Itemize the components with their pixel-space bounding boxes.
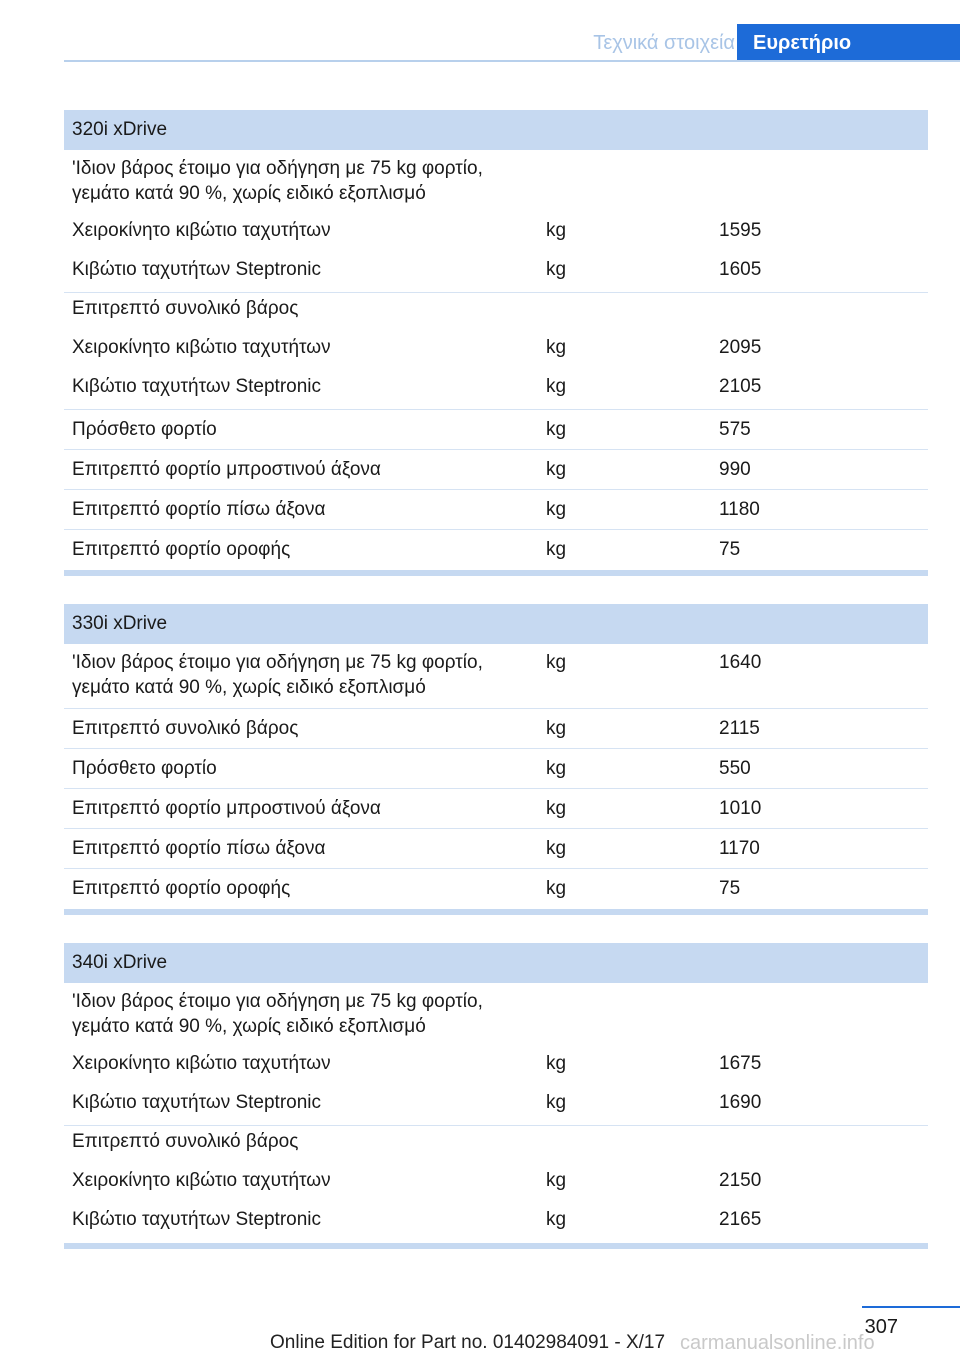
- row-value: 2150: [719, 1170, 762, 1191]
- row-unit: kg: [546, 718, 567, 739]
- row-unit: kg: [546, 1170, 567, 1191]
- weights-table-320i: [64, 110, 928, 576]
- header-section-link[interactable]: Τεχνικά στοιχεία: [593, 32, 735, 54]
- row-unit: kg: [546, 499, 567, 520]
- table-row: [64, 869, 928, 909]
- footer-divider: [862, 1306, 960, 1308]
- row-unit: kg: [546, 376, 567, 397]
- row-label: Κιβώτιο ταχυτήτων Steptronic: [72, 376, 322, 397]
- weights-table-340i: [64, 943, 928, 1249]
- row-value: 550: [719, 758, 751, 779]
- row-value: 2115: [719, 718, 760, 739]
- table-row: [64, 530, 928, 570]
- row-value: 1180: [719, 499, 760, 520]
- row-value: 75: [719, 878, 741, 899]
- table-row: [64, 150, 928, 215]
- row-label: Χειροκίνητο κιβώτιο ταχυτήτων: [72, 1170, 331, 1191]
- row-value: 1675: [719, 1053, 762, 1074]
- row-unit: kg: [546, 1053, 567, 1074]
- table-end-bar: [64, 1243, 928, 1249]
- row-value: 575: [719, 419, 751, 440]
- table-row: [64, 1204, 928, 1243]
- row-label: Επιτρεπτό φορτίο οροφής: [72, 878, 291, 899]
- row-label: Χειροκίνητο κιβώτιο ταχυτήτων: [72, 337, 331, 358]
- row-label: Επιτρεπτό φορτίο οροφής: [72, 539, 291, 560]
- table-row: [64, 709, 928, 749]
- row-label: 'Ιδιον βάρος έτοιμο για οδήγηση με 75 kg φορτίο, γεμάτο κατά 90 %, χωρίς ειδικό εξοπλισμό: [72, 991, 483, 1037]
- header-index-tab[interactable]: Ευρετήριο: [737, 24, 960, 62]
- edition-note: Online Edition for Part no. 01402984091 - X/17: [270, 1332, 666, 1353]
- row-label: Χειροκίνητο κιβώτιο ταχυτήτων: [72, 220, 331, 241]
- page-number: 307: [864, 1316, 898, 1338]
- table-row: [64, 829, 928, 869]
- row-label: Επιτρεπτό φορτίο μπροστινού άξονα: [72, 798, 381, 819]
- row-value: 75: [719, 539, 741, 560]
- row-label: Επιτρεπτό συνολικό βάρος: [72, 718, 299, 739]
- row-value: 2105: [719, 376, 762, 397]
- row-unit: kg: [546, 798, 567, 819]
- row-label: Κιβώτιο ταχυτήτων Steptronic: [72, 1209, 322, 1230]
- row-value: 2095: [719, 337, 762, 358]
- table-row: [64, 371, 928, 410]
- row-value: 1010: [719, 798, 762, 819]
- row-label: Πρόσθετο φορτίο: [72, 758, 217, 779]
- table-row: [64, 490, 928, 530]
- row-value: 1690: [719, 1092, 762, 1113]
- table-title: 330i xDrive: [64, 604, 928, 644]
- row-value: 1605: [719, 259, 762, 280]
- table-row: [64, 1165, 928, 1204]
- row-label: Κιβώτιο ταχυτήτων Steptronic: [72, 259, 322, 280]
- row-unit: kg: [546, 220, 567, 241]
- table-row: [64, 254, 928, 293]
- table-title: 340i xDrive: [64, 943, 928, 983]
- table-row: [64, 450, 928, 490]
- row-value: 1595: [719, 220, 762, 241]
- row-value: 1170: [719, 838, 760, 859]
- weights-table-330i: [64, 604, 928, 915]
- table-row: [64, 1087, 928, 1126]
- table-row: [64, 293, 928, 332]
- table-row: [64, 1126, 928, 1165]
- table-row: [64, 1048, 928, 1087]
- table-end-bar: [64, 570, 928, 576]
- row-unit: kg: [546, 337, 567, 358]
- row-unit: kg: [546, 878, 567, 899]
- row-unit: kg: [546, 758, 567, 779]
- table-end-bar: [64, 909, 928, 915]
- header-divider: [64, 60, 960, 62]
- watermark: carmanualsonline.info: [680, 1332, 875, 1354]
- row-label: Πρόσθετο φορτίο: [72, 419, 217, 440]
- row-label: Επιτρεπτό συνολικό βάρος: [72, 298, 299, 319]
- row-unit: kg: [546, 1209, 567, 1230]
- row-label: Επιτρεπτό φορτίο πίσω άξονα: [72, 499, 326, 520]
- row-value: 2165: [719, 1209, 762, 1230]
- table-row: [64, 215, 928, 254]
- table-row: [64, 644, 928, 709]
- row-label: Επιτρεπτό συνολικό βάρος: [72, 1131, 299, 1152]
- row-label: Κιβώτιο ταχυτήτων Steptronic: [72, 1092, 322, 1113]
- row-value: 990: [719, 459, 751, 480]
- table-row: [64, 983, 928, 1048]
- row-label: 'Ιδιον βάρος έτοιμο για οδήγηση με 75 kg φορτίο, γεμάτο κατά 90 %, χωρίς ειδικό εξοπλισμό: [72, 652, 483, 698]
- row-label: Επιτρεπτό φορτίο μπροστινού άξονα: [72, 459, 381, 480]
- row-unit: kg: [546, 459, 567, 480]
- row-value: 1640: [719, 652, 762, 673]
- table-row: [64, 410, 928, 450]
- row-label: Επιτρεπτό φορτίο πίσω άξονα: [72, 838, 326, 859]
- row-unit: kg: [546, 259, 567, 280]
- table-row: [64, 749, 928, 789]
- table-title: 320i xDrive: [64, 110, 928, 150]
- row-unit: kg: [546, 419, 567, 440]
- row-label: Χειροκίνητο κιβώτιο ταχυτήτων: [72, 1053, 331, 1074]
- table-row: [64, 789, 928, 829]
- table-row: [64, 332, 928, 371]
- row-label: 'Ιδιον βάρος έτοιμο για οδήγηση με 75 kg φορτίο, γεμάτο κατά 90 %, χωρίς ειδικό εξοπλισμό: [72, 158, 483, 204]
- row-unit: kg: [546, 652, 567, 673]
- row-unit: kg: [546, 539, 567, 560]
- row-unit: kg: [546, 838, 567, 859]
- row-unit: kg: [546, 1092, 567, 1113]
